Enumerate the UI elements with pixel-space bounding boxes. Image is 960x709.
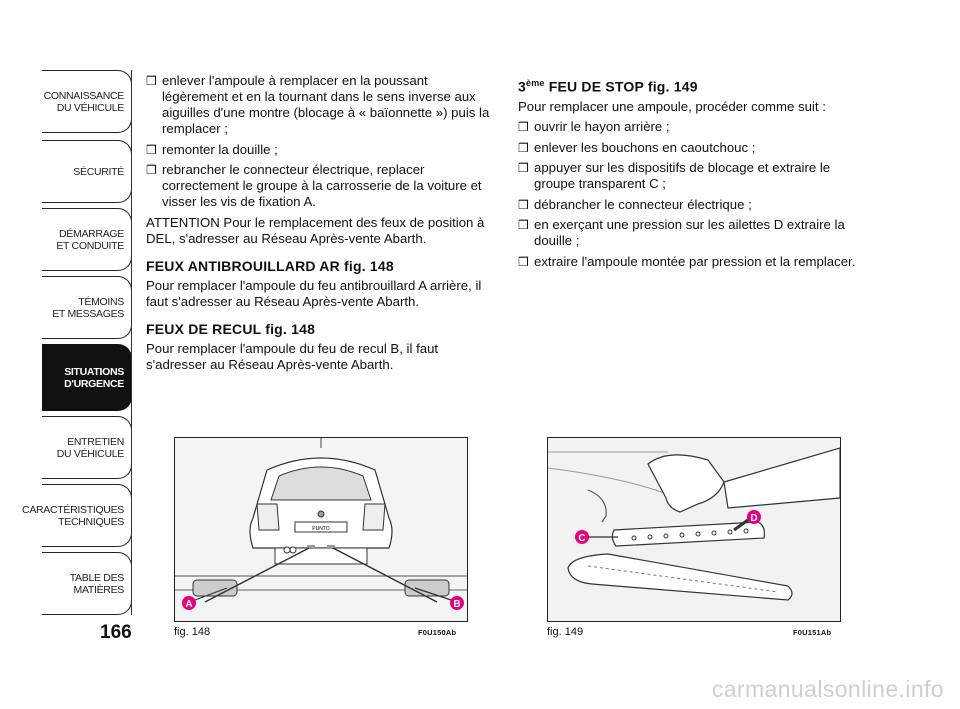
sidebar-item-table-matieres[interactable]: TABLE DES MATIÈRES	[42, 552, 132, 615]
checkbox-bullet-icon: ❒	[518, 140, 529, 155]
list-item: ❒ ouvrir le hayon arrière ;	[518, 119, 670, 135]
figure-148-caption: fig. 148	[174, 626, 211, 638]
list-item: ❒ extraire l'ampoule montée par pression et la remplacer.	[518, 253, 856, 269]
figure-149	[547, 437, 841, 622]
list-item: ❒ enlever les bouchons en caoutchouc ;	[518, 139, 756, 155]
section-heading: FEUX DE RECUL fig. 148	[146, 320, 316, 337]
section-text: Pour remplacer l'ampoule du feu de recul B, il faut s'adresser au Réseau Après-vente Abarth.	[146, 340, 439, 372]
sidebar-divider	[131, 70, 132, 615]
sidebar-item-entretien[interactable]: ENTRETIEN DU VÉHICULE	[42, 416, 132, 479]
sidebar-item-caracteristiques[interactable]: CARACTÉRISTIQUES TECHNIQUES	[42, 484, 132, 547]
checkbox-bullet-icon: ❒	[518, 254, 529, 269]
sidebar-item-demarrage[interactable]: DÉMARRAGE ET CONDUITE	[42, 208, 132, 271]
left-column	[146, 73, 496, 377]
attention-note: ATTENTION Pour le remplacement des feux de position à DEL, s'adresser au Réseau Après-vente Abarth.	[146, 214, 485, 246]
list-item: ❒ débrancher le connecteur électrique ;	[518, 196, 752, 212]
checkbox-bullet-icon: ❒	[518, 120, 529, 135]
sidebar-item-connaissance[interactable]: CONNAISSANCE DU VÉHICULE	[42, 70, 132, 133]
watermark: carmanualsonline.info	[711, 676, 944, 702]
sidebar-item-temoins[interactable]: TÉMOINS ET MESSAGES	[42, 276, 132, 339]
figure-149-code: F0U151Ab	[793, 628, 832, 637]
car-rear-illustration	[175, 438, 467, 621]
sidebar-item-situations[interactable]: SITUATIONS D'URGENCE	[42, 344, 132, 411]
figure-148	[174, 437, 468, 622]
section-text: Pour remplacer l'ampoule du feu antibrouillard A arrière, il faut s'adresser au Réseau Après-vente Abarth.	[146, 277, 482, 309]
checkbox-bullet-icon: ❒	[518, 218, 529, 233]
checkbox-bullet-icon: ❒	[146, 163, 157, 177]
list-item: ❒ remonter la douille ;	[146, 141, 278, 157]
list-item: ❒ enlever l'ampoule à remplacer en la poussant légèrement et en la tournant dans le sens inverse aux aiguilles d'une montre (blocage à « baïonnette ») puis la remplacer ;	[146, 73, 490, 136]
checkbox-bullet-icon: ❒	[518, 197, 529, 212]
callout-d-label: D	[750, 513, 758, 524]
intro-text: Pour remplacer une ampoule, procéder comme suit :	[518, 98, 826, 114]
callout-c-label: C	[578, 533, 586, 544]
page-number: 166	[100, 622, 132, 643]
list-item: ❒ appuyer sur les dispositifs de blocage et extraire le groupe transparent C ;	[518, 160, 831, 192]
section-heading: FEUX ANTIBROUILLARD AR fig. 148	[146, 257, 394, 274]
right-column	[518, 73, 858, 274]
list-item: ❒ rebrancher le connecteur électrique, replacer correctement le groupe à la carrosserie de la voiture et visser les vis de fixation A.	[146, 162, 482, 209]
sidebar-item-securite[interactable]: SÉCURITÉ	[42, 140, 132, 203]
stop-light-illustration	[548, 438, 840, 621]
list-item: ❒ en exerçant une pression sur les ailettes D extraire la douille ;	[518, 217, 845, 249]
car-badge-text: PUNTO	[312, 526, 330, 532]
figure-149-caption: fig. 149	[547, 626, 584, 638]
checkbox-bullet-icon: ❒	[146, 142, 157, 157]
callout-a-label: A	[185, 599, 193, 610]
checkbox-bullet-icon: ❒	[518, 161, 529, 176]
section-heading: 3ème FEU DE STOP fig. 149	[518, 78, 698, 95]
checkbox-bullet-icon: ❒	[146, 74, 157, 88]
callout-b-label: B	[453, 599, 461, 610]
figure-148-code: F0U150Ab	[418, 628, 457, 637]
